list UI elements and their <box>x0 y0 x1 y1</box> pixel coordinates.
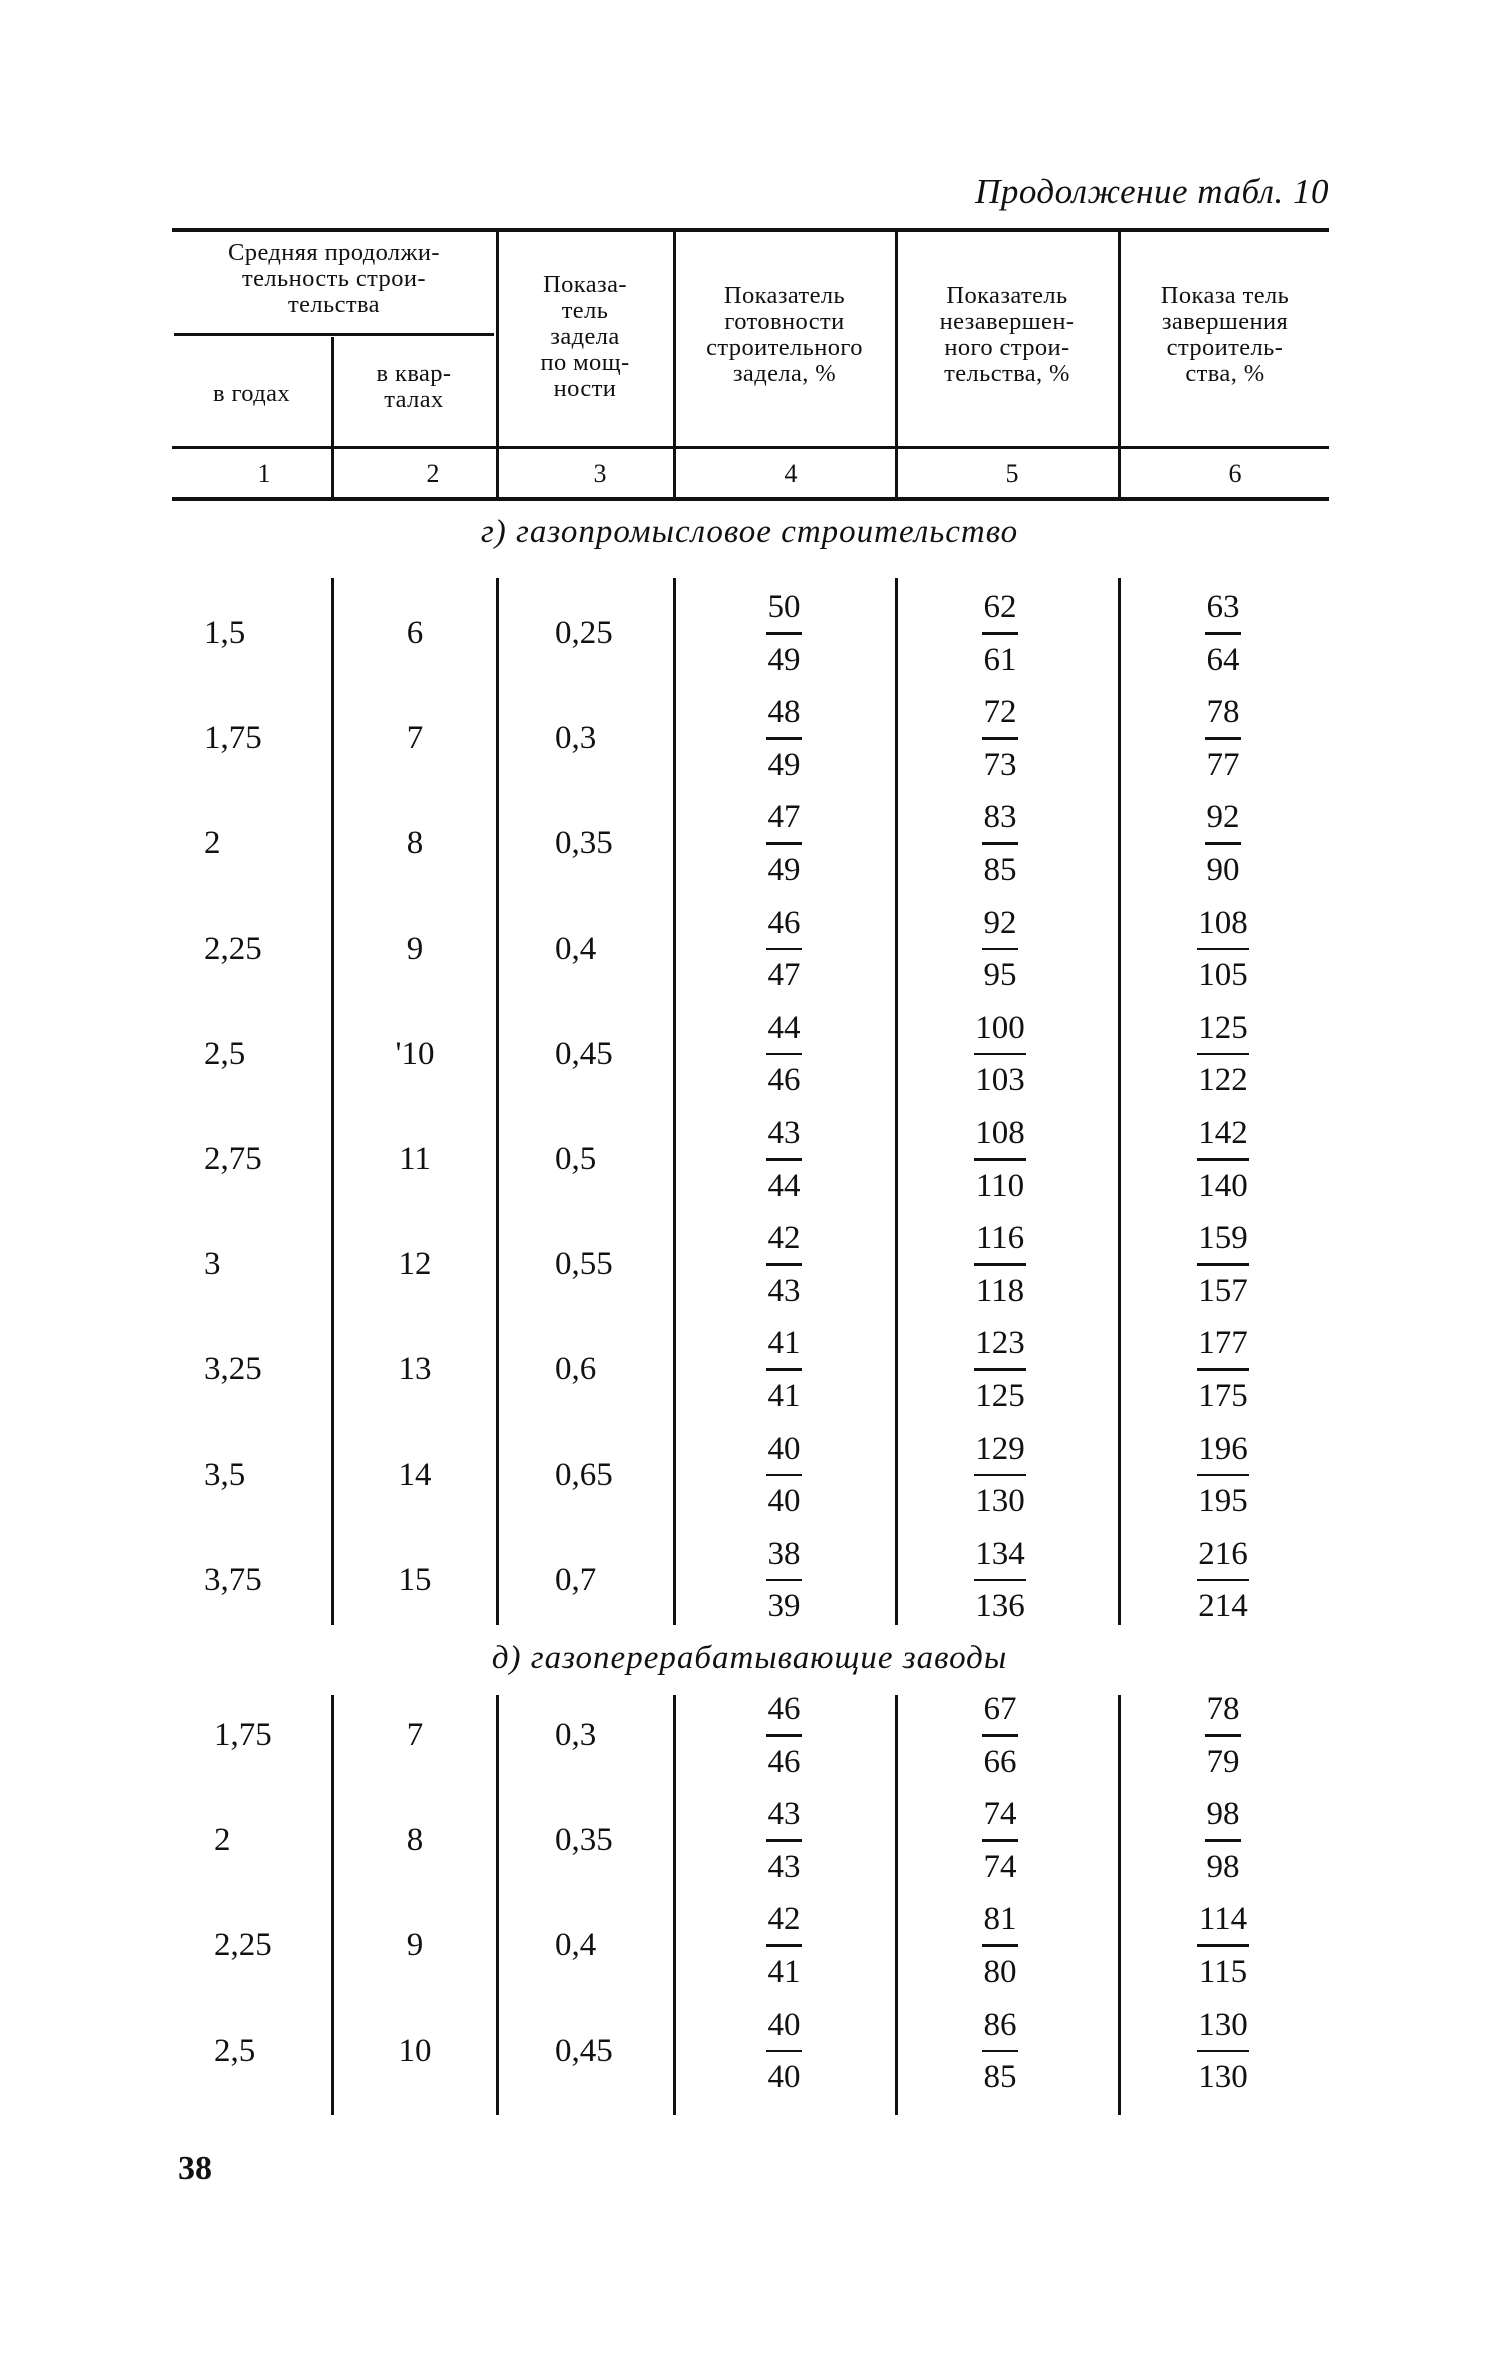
years-cell: 2,5 <box>204 1035 246 1072</box>
numerator: 123 <box>975 1325 1025 1362</box>
years-cell: 1,75 <box>204 720 262 757</box>
fraction-bar <box>982 632 1018 635</box>
column-number: 1 <box>257 459 271 488</box>
denominator: 43 <box>767 1272 801 1309</box>
numerator: 40 <box>767 2006 801 2043</box>
quarters-cell: 8 <box>406 1822 424 1859</box>
header-col5: Показатель незавершен- ного строи- тельства, % <box>939 282 1075 387</box>
column-number: 6 <box>1228 459 1242 488</box>
column-divider <box>496 1695 499 2115</box>
fraction-bar <box>974 1158 1026 1161</box>
denominator: 61 <box>983 641 1017 678</box>
numerator: 134 <box>975 1535 1025 1572</box>
unfinished-fraction <box>955 1533 1045 1628</box>
readiness-fraction <box>739 1112 829 1207</box>
denominator: 40 <box>767 2059 801 2096</box>
column-number: 2 <box>426 459 440 488</box>
denominator: 95 <box>983 957 1017 994</box>
fraction-bar <box>766 1839 802 1842</box>
fraction-bar <box>766 1944 802 1947</box>
denominator: 77 <box>1206 746 1240 783</box>
header-top-rule <box>172 228 1329 232</box>
denominator: 80 <box>983 1953 1017 1990</box>
numerator: 47 <box>767 799 801 836</box>
denominator: 110 <box>975 1167 1025 1204</box>
quarters-cell: 7 <box>406 1717 424 1753</box>
denominator: 103 <box>975 1062 1025 1099</box>
readiness-fraction <box>739 1898 829 1993</box>
fraction-bar <box>766 1579 802 1582</box>
denominator: 130 <box>975 1483 1025 1520</box>
years-cell: 2,5 <box>214 2032 256 2069</box>
fraction-bar <box>982 948 1018 951</box>
completion-fraction <box>1178 1428 1268 1523</box>
numerator: 72 <box>983 694 1017 731</box>
share-cell: 0,5 <box>555 1141 597 1177</box>
denominator: 122 <box>1198 1062 1248 1099</box>
completion-fraction <box>1178 1322 1268 1417</box>
denominator: 73 <box>983 746 1017 783</box>
fraction-bar <box>1197 2050 1249 2053</box>
numerator: 78 <box>1206 1691 1240 1727</box>
completion-fraction <box>1178 691 1268 786</box>
denominator: 79 <box>1206 1743 1240 1780</box>
quarters-cell: 15 <box>398 1561 432 1598</box>
numerator: 116 <box>975 1220 1025 1257</box>
numerator: 62 <box>983 589 1017 625</box>
denominator: 125 <box>975 1377 1025 1414</box>
readiness-fraction <box>739 2004 829 2099</box>
readiness-fraction <box>739 586 829 681</box>
column-divider <box>331 1695 334 2115</box>
denominator: 118 <box>975 1272 1025 1309</box>
years-cell: 3,25 <box>204 1351 262 1388</box>
fraction-bar <box>974 1368 1026 1371</box>
column-number: 4 <box>784 459 798 488</box>
denominator: 40 <box>767 1483 801 1520</box>
denominator: 130 <box>1198 2059 1248 2096</box>
unfinished-fraction <box>955 1898 1045 1993</box>
readiness-fraction <box>739 1428 829 1523</box>
column-divider <box>331 578 334 1625</box>
numerator: 67 <box>983 1691 1017 1727</box>
fraction-bar <box>974 1579 1026 1582</box>
fraction-bar <box>1197 1053 1249 1056</box>
share-cell: 0,45 <box>555 1035 613 1072</box>
quarters-cell: 11 <box>399 1141 431 1177</box>
completion-fraction <box>1178 1007 1268 1102</box>
quarters-cell: 12 <box>398 1246 432 1283</box>
column-divider <box>673 1695 676 2115</box>
denominator: 74 <box>983 1848 1017 1885</box>
numerator: 43 <box>767 1115 801 1151</box>
readiness-fraction <box>739 796 829 891</box>
numerator: 130 <box>1198 2006 1248 2043</box>
column-number: 3 <box>593 459 607 488</box>
years-cell: 3,5 <box>204 1456 246 1493</box>
fraction-bar <box>1205 1734 1241 1737</box>
denominator: 46 <box>767 1743 801 1780</box>
column-number-divider <box>1118 452 1121 494</box>
denominator: 46 <box>767 1062 801 1099</box>
denominator: 49 <box>767 641 801 678</box>
numerator: 216 <box>1198 1535 1248 1572</box>
numerator: 44 <box>767 1009 801 1046</box>
numerator: 108 <box>1198 904 1248 941</box>
numerator: 142 <box>1198 1115 1248 1151</box>
denominator: 136 <box>975 1588 1025 1625</box>
header-bottom-rule <box>172 446 1329 449</box>
readiness-fraction <box>739 1217 829 1312</box>
column-divider <box>673 578 676 1625</box>
column-number-divider <box>895 452 898 494</box>
denominator: 157 <box>1198 1272 1248 1309</box>
fraction-bar <box>974 1474 1026 1477</box>
section-title: д) газоперерабатывающие заводы <box>491 1640 1008 1676</box>
column-number-divider <box>673 452 676 494</box>
numerator: 46 <box>767 904 801 941</box>
completion-fraction <box>1178 1688 1268 1783</box>
numerator: 114 <box>1198 1901 1248 1938</box>
header-group-label: Средняя продолжи- тельность строи- тельства <box>228 239 440 318</box>
quarters-cell: '10 <box>395 1035 435 1072</box>
denominator: 41 <box>767 1377 801 1414</box>
page-number: 38 <box>178 2150 212 2187</box>
denominator: 49 <box>767 851 801 888</box>
denominator: 49 <box>767 746 801 783</box>
readiness-fraction <box>739 1688 829 1783</box>
denominator: 47 <box>767 957 801 994</box>
header-col3: Показа- тель задела по мощ- ности <box>540 271 630 402</box>
numerator: 125 <box>1198 1009 1248 1046</box>
fraction-bar <box>982 842 1018 845</box>
numerator: 159 <box>1198 1220 1248 1257</box>
quarters-cell: 14 <box>398 1456 432 1493</box>
quarters-cell: 6 <box>406 615 424 651</box>
unfinished-fraction <box>955 2004 1045 2099</box>
unfinished-fraction <box>955 1007 1045 1102</box>
unfinished-fraction <box>955 1688 1045 1783</box>
years-cell: 1,5 <box>204 615 246 651</box>
fraction-bar <box>1197 1579 1249 1582</box>
unfinished-fraction <box>955 586 1045 681</box>
denominator: 85 <box>983 2059 1017 2096</box>
denominator: 214 <box>1198 1588 1248 1625</box>
denominator: 90 <box>1206 851 1240 888</box>
denominator: 195 <box>1198 1483 1248 1520</box>
share-cell: 0,35 <box>555 825 613 862</box>
share-cell: 0,7 <box>555 1561 597 1598</box>
quarters-cell: 13 <box>398 1351 432 1388</box>
unfinished-fraction <box>955 1428 1045 1523</box>
header-col1: в годах <box>212 380 291 407</box>
years-cell: 3,75 <box>204 1561 262 1598</box>
fraction-bar <box>766 1053 802 1056</box>
numerator: 50 <box>767 589 801 625</box>
years-cell: 2,25 <box>204 930 262 967</box>
quarters-cell: 8 <box>406 825 424 862</box>
numerator: 41 <box>767 1325 801 1362</box>
completion-fraction <box>1178 1898 1268 1993</box>
numerator: 74 <box>983 1796 1017 1833</box>
share-cell: 0,6 <box>555 1351 597 1388</box>
fraction-bar <box>1197 1368 1249 1371</box>
unfinished-fraction <box>955 796 1045 891</box>
denominator: 175 <box>1198 1377 1248 1414</box>
numerator: 40 <box>767 1430 801 1467</box>
share-cell: 0,3 <box>555 1717 597 1753</box>
completion-fraction <box>1178 796 1268 891</box>
column-divider <box>1118 578 1121 1625</box>
unfinished-fraction <box>955 902 1045 997</box>
fraction-bar <box>766 1368 802 1371</box>
share-cell: 0,25 <box>555 615 613 651</box>
numerator: 78 <box>1206 694 1240 731</box>
fraction-bar <box>766 632 802 635</box>
section-title: г) газопромысловое строительство <box>480 514 1019 550</box>
years-cell: 2 <box>214 1822 231 1859</box>
fraction-bar <box>766 1734 802 1737</box>
fraction-bar <box>1197 1474 1249 1477</box>
fraction-bar <box>982 1734 1018 1737</box>
numerator: 86 <box>983 2006 1017 2043</box>
column-divider <box>895 1695 898 2115</box>
fraction-bar <box>766 737 802 740</box>
readiness-fraction <box>739 1533 829 1628</box>
fraction-bar <box>982 2050 1018 2053</box>
share-cell: 0,55 <box>555 1246 613 1283</box>
share-cell: 0,4 <box>555 1927 597 1964</box>
numerator: 46 <box>767 1691 801 1727</box>
fraction-bar <box>766 948 802 951</box>
denominator: 66 <box>983 1743 1017 1780</box>
completion-fraction <box>1178 1217 1268 1312</box>
fraction-bar <box>766 1158 802 1161</box>
share-cell: 0,45 <box>555 2032 613 2069</box>
numerator: 98 <box>1206 1796 1240 1833</box>
fraction-bar <box>982 1839 1018 1842</box>
header-col6: Показа тель завершения строитель- ства, % <box>1160 282 1290 387</box>
column-divider <box>1118 1695 1121 2115</box>
column-number-divider <box>331 452 334 494</box>
column-number-rule <box>172 497 1329 501</box>
numerator: 38 <box>767 1535 801 1572</box>
header-col4: Показатель готовности строительного задела, % <box>706 282 863 387</box>
unfinished-fraction <box>955 1217 1045 1312</box>
share-cell: 0,4 <box>555 930 597 967</box>
denominator: 98 <box>1206 1848 1240 1885</box>
table-caption: Продолжение табл. 10 <box>975 172 1329 211</box>
fraction-bar <box>1197 1944 1249 1947</box>
numerator: 48 <box>767 694 801 731</box>
group-underline <box>174 333 494 336</box>
column-divider <box>895 578 898 1625</box>
unfinished-fraction <box>955 1112 1045 1207</box>
completion-fraction <box>1178 902 1268 997</box>
share-cell: 0,3 <box>555 720 597 757</box>
denominator: 44 <box>767 1167 801 1204</box>
readiness-fraction <box>739 1007 829 1102</box>
quarters-cell: 10 <box>398 2032 432 2069</box>
fraction-bar <box>1197 948 1249 951</box>
fraction-bar <box>766 1474 802 1477</box>
denominator: 105 <box>1198 957 1248 994</box>
denominator: 39 <box>767 1588 801 1625</box>
fraction-bar <box>766 842 802 845</box>
numerator: 42 <box>767 1220 801 1257</box>
fraction-bar <box>974 1263 1026 1266</box>
readiness-fraction <box>739 1322 829 1417</box>
numerator: 81 <box>983 1901 1017 1938</box>
numerator: 129 <box>975 1430 1025 1467</box>
completion-fraction <box>1178 1533 1268 1628</box>
numerator: 92 <box>983 904 1017 941</box>
completion-fraction <box>1178 2004 1268 2099</box>
numerator: 42 <box>767 1901 801 1938</box>
denominator: 115 <box>1198 1953 1248 1990</box>
years-cell: 3 <box>204 1246 221 1283</box>
denominator: 41 <box>767 1953 801 1990</box>
fraction-bar <box>1205 737 1241 740</box>
fraction-bar <box>1197 1158 1249 1161</box>
share-cell: 0,35 <box>555 1822 613 1859</box>
years-cell: 1,75 <box>214 1717 272 1753</box>
denominator: 43 <box>767 1848 801 1885</box>
numerator: 196 <box>1198 1430 1248 1467</box>
completion-fraction <box>1178 586 1268 681</box>
completion-fraction <box>1178 1793 1268 1888</box>
share-cell: 0,65 <box>555 1456 613 1493</box>
unfinished-fraction <box>955 691 1045 786</box>
denominator: 64 <box>1206 641 1240 678</box>
numerator: 83 <box>983 799 1017 836</box>
years-cell: 2,75 <box>204 1141 262 1177</box>
readiness-fraction <box>739 1793 829 1888</box>
quarters-cell: 7 <box>406 720 424 757</box>
header-col2: в квар- талах <box>376 360 452 413</box>
unfinished-fraction <box>955 1793 1045 1888</box>
years-cell: 2,25 <box>214 1927 272 1964</box>
denominator: 140 <box>1198 1167 1248 1204</box>
readiness-fraction <box>739 902 829 997</box>
fraction-bar <box>982 1944 1018 1947</box>
readiness-fraction <box>739 691 829 786</box>
denominator: 85 <box>983 851 1017 888</box>
fraction-bar <box>982 737 1018 740</box>
fraction-bar <box>1205 632 1241 635</box>
numerator: 100 <box>975 1009 1025 1046</box>
quarters-cell: 9 <box>406 1927 424 1964</box>
column-number-divider <box>496 452 499 494</box>
numerator: 177 <box>1198 1325 1248 1362</box>
years-cell: 2 <box>204 825 221 862</box>
quarters-cell: 9 <box>406 930 424 967</box>
fraction-bar <box>1205 1839 1241 1842</box>
fraction-bar <box>1205 842 1241 845</box>
unfinished-fraction <box>955 1322 1045 1417</box>
column-number: 5 <box>1005 459 1019 488</box>
completion-fraction <box>1178 1112 1268 1207</box>
fraction-bar <box>766 2050 802 2053</box>
numerator: 63 <box>1206 589 1240 625</box>
numerator: 43 <box>767 1796 801 1833</box>
column-divider <box>496 578 499 1625</box>
fraction-bar <box>974 1053 1026 1056</box>
numerator: 108 <box>975 1115 1025 1151</box>
numerator: 92 <box>1206 799 1240 836</box>
fraction-bar <box>766 1263 802 1266</box>
fraction-bar <box>1197 1263 1249 1266</box>
